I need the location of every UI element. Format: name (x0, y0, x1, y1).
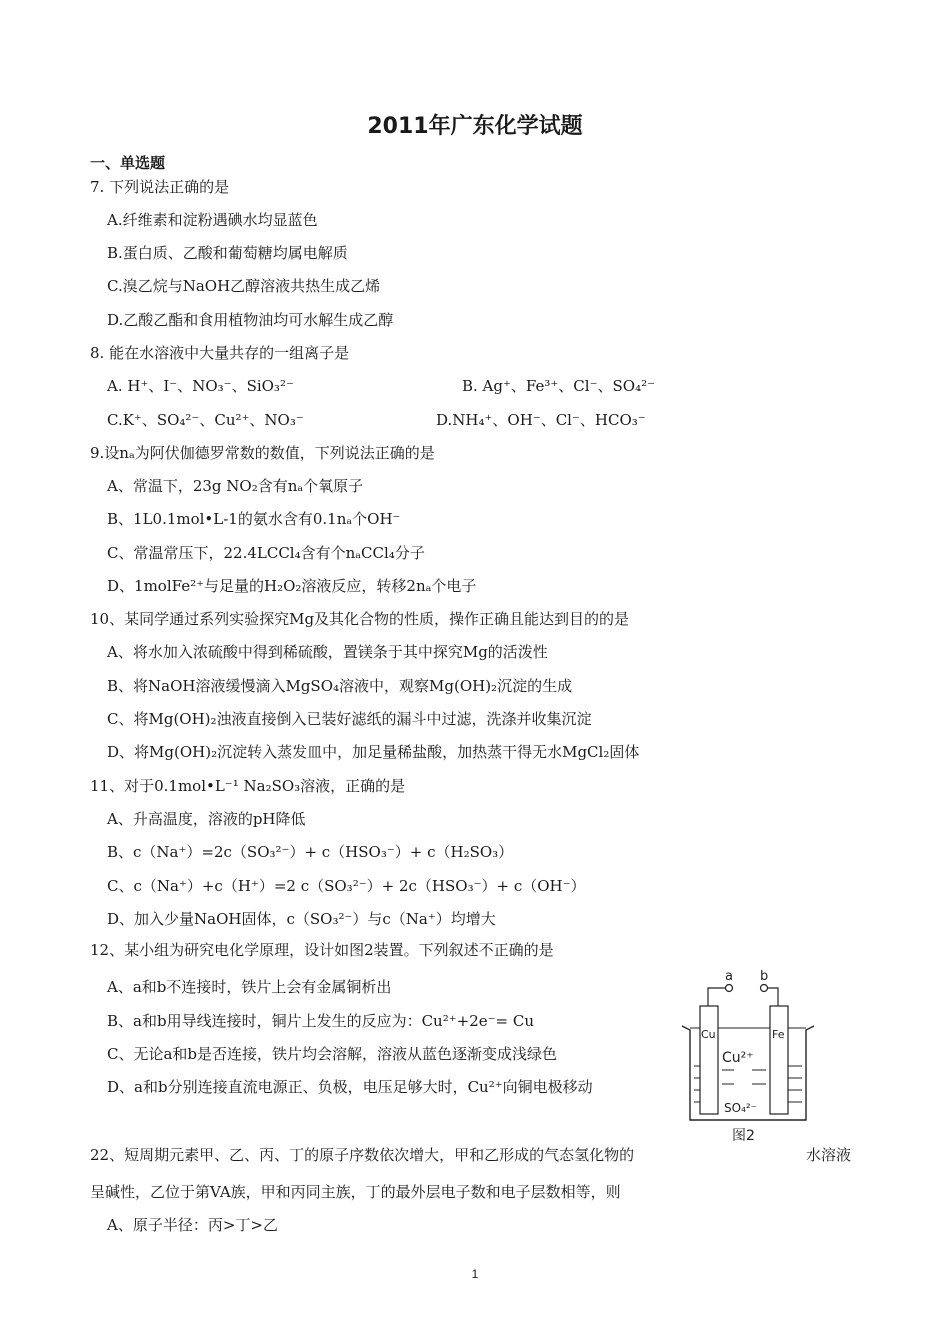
question-11-option-c: C、c（Na⁺）+c（H⁺）=2 c（SO₃²⁻）+ 2c（HSO₃⁻）+ c（OH⁻） (107, 877, 586, 895)
question-11-stem: 11、对于0.1mol•L⁻¹ Na₂SO₃溶液，正确的是 (90, 777, 406, 795)
question-10-stem: 10、某同学通过系列实验探究Mg及其化合物的性质，操作正确且能达到目的的是 (90, 610, 630, 628)
figure-2-electrochemical-cell (678, 966, 818, 1146)
question-9-option-d: D、1molFe²⁺与足量的H₂O₂溶液反应，转移2nₐ个电子 (107, 577, 477, 595)
iron-electrode-label: Fe (772, 1028, 785, 1041)
question-8-option-a: A. H⁺、I⁻、NO₃⁻、SiO₃²⁻ (107, 377, 294, 395)
page-number: 1 (471, 1267, 479, 1281)
figure-caption: 图2 (732, 1128, 755, 1144)
question-12-option-b: B、a和b用导线连接时，铜片上发生的反应为：Cu²⁺+2e⁻= Cu (107, 1012, 535, 1030)
wire-a (708, 988, 726, 1006)
copper-ion-label: Cu²⁺ (722, 1050, 754, 1066)
copper-electrode-label: Cu (701, 1028, 716, 1041)
question-10-option-c: C、将Mg(OH)₂浊液直接倒入已装好滤纸的漏斗中过滤，洗涤并收集沉淀 (107, 710, 592, 728)
question-12-option-a: A、a和b不连接时，铁片上会有金属铜析出 (107, 978, 392, 996)
sulfate-ion-label: SO₄²⁻ (724, 1101, 758, 1115)
terminal-b-icon (761, 985, 768, 992)
question-10-option-d: D、将Mg(OH)₂沉淀转入蒸发皿中，加足量稀盐酸，加热蒸干得无水MgCl₂固体 (107, 743, 640, 761)
iron-electrode (770, 1006, 788, 1114)
question-7-option-a: A.纤维素和淀粉遇碘水均显蓝色 (107, 211, 318, 229)
wire-b (768, 988, 779, 1006)
question-22-stem-tail: 水溶液 (806, 1146, 852, 1164)
question-9-option-a: A、常温下，23g NO₂含有nₐ个氧原子 (107, 477, 364, 495)
question-12-stem: 12、某小组为研究电化学原理，设计如图2装置。下列叙述不正确的是 (90, 941, 554, 959)
question-7-option-d: D.乙酸乙酯和食用植物油均可水解生成乙醇 (107, 311, 394, 329)
question-22-stem: 22、短周期元素甲、乙、丙、丁的原子序数依次增大，甲和乙形成的气态氢化物的 (90, 1146, 635, 1164)
question-7-stem: 7. 下列说法正确的是 (90, 178, 230, 196)
question-12-option-c: C、无论a和b是否连接，铁片均会溶解，溶液从蓝色逐渐变成浅绿色 (107, 1045, 558, 1063)
question-8-option-d: D.NH₄⁺、OH⁻、Cl⁻、HCO₃⁻ (436, 411, 646, 429)
question-22-option-a: A、原子半径：丙>丁>乙 (107, 1216, 278, 1234)
question-12-option-d: D、a和b分别连接直流电源正、负极，电压足够大时，Cu²⁺向铜电极移动 (107, 1078, 593, 1096)
section-heading-single-choice: 一、单选题 (90, 154, 166, 172)
question-11-option-b: B、c（Na⁺）=2c（SO₃²⁻）+ c（HSO₃⁻）+ c（H₂SO₃） (107, 843, 514, 861)
copper-electrode (700, 1006, 718, 1114)
question-8-option-b: B. Ag⁺、Fe³⁺、Cl⁻、SO₄²⁻ (462, 377, 656, 395)
question-11-option-a: A、升高温度，溶液的pH降低 (107, 810, 306, 828)
page-title: 2011年广东化学试题 (367, 114, 583, 139)
question-8-option-c: C.K⁺、SO₄²⁻、Cu²⁺、NO₃⁻ (107, 411, 304, 429)
question-10-option-a: A、将水加入浓硫酸中得到稀硫酸，置镁条于其中探究Mg的活泼性 (107, 643, 548, 661)
question-10-option-b: B、将NaOH溶液缓慢滴入MgSO₄溶液中，观察Mg(OH)₂沉淀的生成 (107, 677, 573, 695)
question-9-option-b: B、1L0.1mol•L-1的氨水含有0.1nₐ个OH⁻ (107, 510, 401, 528)
question-11-option-d: D、加入少量NaOH固体，c（SO₃²⁻）与c（Na⁺）均增大 (107, 910, 496, 928)
question-7-option-b: B.蛋白质、乙酸和葡萄糖均属电解质 (107, 244, 348, 262)
terminal-a-label: a (725, 969, 733, 984)
question-9-stem: 9.设nₐ为阿伏伽德罗常数的数值，下列说法正确的是 (90, 444, 435, 462)
terminal-b-label: b (760, 969, 769, 984)
terminal-a-icon (726, 985, 733, 992)
question-9-option-c: C、常温常压下，22.4LCCl₄含有个nₐCCl₄分子 (107, 544, 425, 562)
question-22-stem-line2: 呈碱性，乙位于第VA族，甲和丙同主族，丁的最外层电子数和电子层数相等，则 (90, 1183, 621, 1201)
question-8-stem: 8. 能在水溶液中大量共存的一组离子是 (90, 344, 350, 362)
question-7-option-c: C.溴乙烷与NaOH乙醇溶液共热生成乙烯 (107, 277, 381, 295)
